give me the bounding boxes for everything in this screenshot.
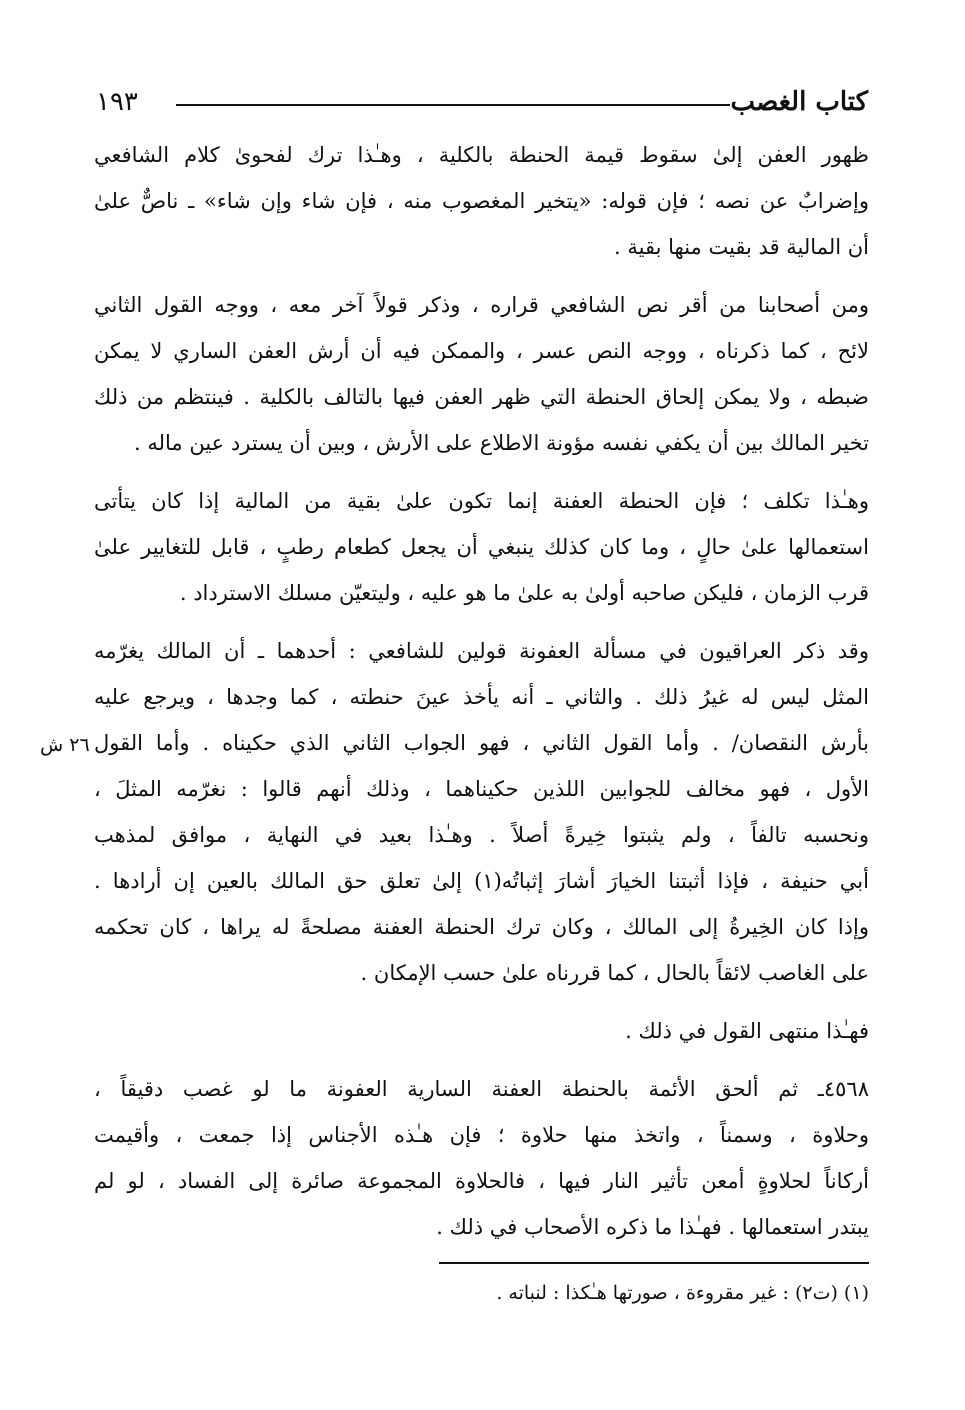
- text-line: ٤٥٦٨ـ ثم ألحق الأئمة بالحنطة العفنة السارية العفونة ما لو غصب دقيقاً ،: [94, 1077, 869, 1101]
- paragraph-5: [94, 1008, 869, 1054]
- paragraph-6: [94, 1066, 869, 1250]
- page-header: [96, 82, 868, 122]
- text-line: الأول ، فهو مخالف للجوابين اللذين حكيناهما ، وذلك أنهم قالوا : نغرّمه المثلَ ،: [94, 777, 869, 801]
- text-line: بأرش النقصان/ . وأما القول الثاني ، فهو الجواب الثاني الذي حكيناه . وأما القول: [94, 731, 869, 755]
- paragraph-1: [94, 132, 869, 270]
- paragraph-2: [94, 282, 869, 466]
- paragraph-3: [94, 478, 869, 616]
- text-line: أبي حنيفة ، فإذا أثبتنا الخيارَ أشارَ إثباتُه(١) إلىٰ تعلق حق المالك بالعين إن أرادها .: [94, 869, 869, 893]
- footnote-rule: [439, 1262, 869, 1264]
- text-line: ونحسبه تالفاً ، ولم يثبتوا خِيرةً أصلاً . وهـٰذا بعيد في النهاية ، موافق لمذهب: [94, 823, 869, 847]
- text-line: استعمالها علىٰ حالٍ ، وما كان كذلك ينبغي أن يجعل كطعام رطبٍ ، قابل للتغايير علىٰ: [94, 535, 869, 559]
- paragraph-4: [94, 628, 869, 996]
- text-line: يبتدر استعمالها . فهـٰذا ما ذكره الأصحاب في ذلك .: [436, 1215, 869, 1239]
- text-line: وإذا كان الخِيرةُ إلى المالك ، وكان ترك الحنطة العفنة مصلحةً له يراها ، كان تحكمه: [94, 915, 869, 939]
- text-line: لائح ، كما ذكرناه ، ووجه النص عسر ، والممكن فيه أن أرش العفن الساري لا يمكن: [94, 339, 869, 363]
- text-line: أن المالية قد بقيت منها بقية .: [614, 235, 869, 259]
- margin-note: ٢٦ ش: [40, 734, 90, 756]
- text-line: قرب الزمان ، فليكن صاحبه أولىٰ به علىٰ ما هو عليه ، وليتعيّن مسلك الاسترداد .: [179, 581, 869, 605]
- text-line: وهـٰذا تكلف ؛ فإن الحنطة العفنة إنما تكون علىٰ بقية من المالية إذا كان يتأتى: [94, 489, 869, 513]
- text-line: وقد ذكر العراقيون في مسألة العفونة قولين للشافعي : أحدهما ـ أن المالك يغرّمه: [94, 639, 869, 663]
- page-number: ١٩٣: [96, 87, 138, 117]
- text-line: المثل ليس له غيرُ ذلك . والثاني ـ أنه يأخذ عينَ حنطته ، كما وجدها ، ويرجع عليه: [94, 685, 869, 709]
- header-rule: [176, 104, 730, 106]
- text-line: وحلاوة ، وسمناً ، واتخذ منها حلاوة ؛ فإن هـٰذه الأجناس إذا جمعت ، وأقيمت: [94, 1123, 869, 1147]
- text-line: ظهور العفن إلىٰ سقوط قيمة الحنطة بالكلية ، وهـٰذا ترك لفحوىٰ كلام الشافعي: [94, 143, 869, 167]
- text-line: فهـٰذا منتهى القول في ذلك .: [625, 1019, 869, 1043]
- text-line: على الغاصب لائقاً بالحال ، كما قررناه علىٰ حسب الإمكان .: [360, 961, 869, 985]
- text-line: ضبطه ، ولا يمكن إلحاق الحنطة التي ظهر العفن فيها بالتالف بالكلية . فينتظم من ذلك: [94, 385, 869, 409]
- text-line: ومن أصحابنا من أقر نص الشافعي قراره ، وذكر قولاً آخر معه ، ووجه القول الثاني: [94, 293, 869, 317]
- footnote: (١) (ت٢) : غير مقروءة ، صورتها هـٰكذا : لنباته .: [496, 1282, 869, 1304]
- body-text: [94, 132, 869, 1262]
- chapter-title: كتاب الغصب: [730, 87, 868, 117]
- text-line: تخير المالك بين أن يكفي نفسه مؤونة الاطلاع على الأرش ، وبين أن يسترد عين ماله .: [134, 431, 869, 455]
- text-line: وإضرابٌ عن نصه ؛ فإن قوله: «يتخير المغصوب منه ، فإن شاء وإن شاء» ـ ناصٌّ علىٰ: [94, 189, 869, 213]
- text-line: أركاناً لحلاوةٍ أمعن تأثير النار فيها ، فالحلاوة المجموعة صائرة إلى الفساد ، لو لم: [94, 1169, 869, 1193]
